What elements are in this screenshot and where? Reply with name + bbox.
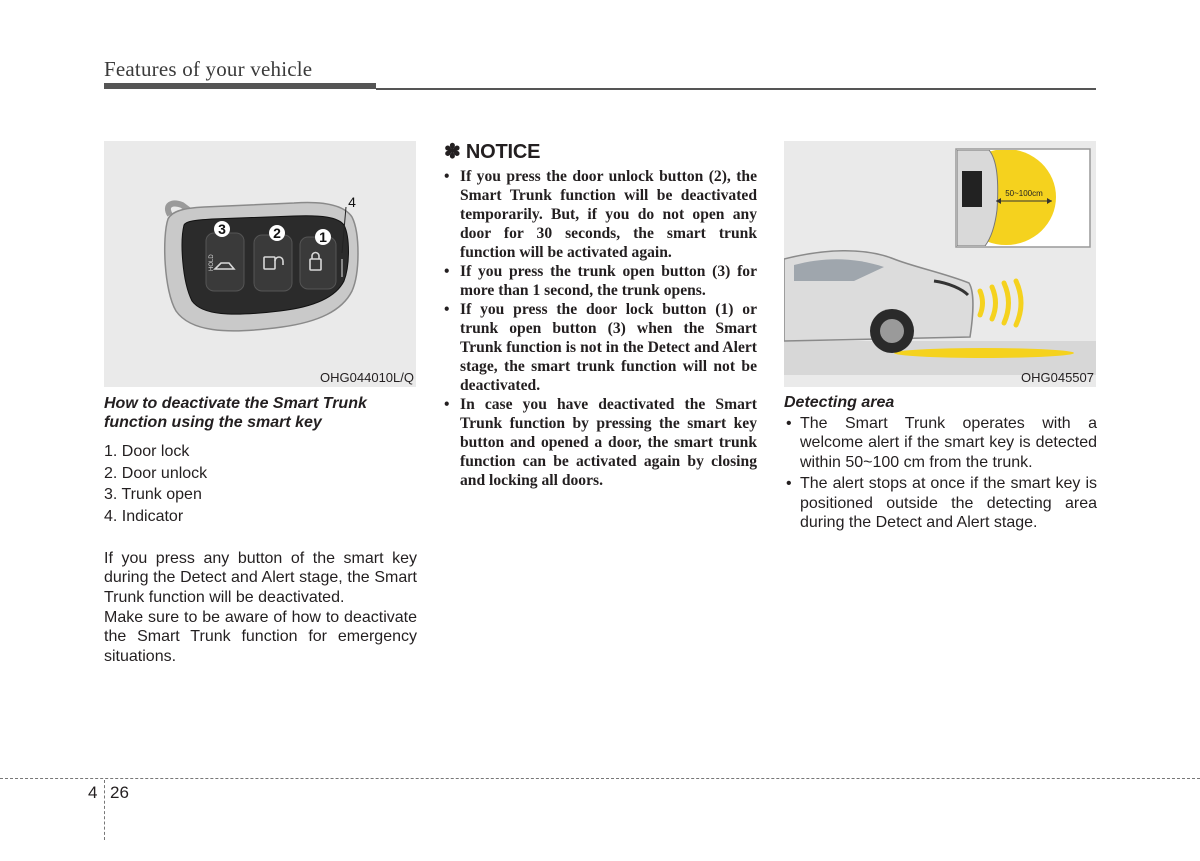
detecting-area-illustration [784, 141, 1096, 387]
notice-item [444, 167, 757, 262]
ground-detection-zone [894, 348, 1074, 358]
notice-item-text: In case you have deactivated the Smart Trunk function by pressing the smart key button and opened a door, the smart trunk function can be activated again by closing and locking all doors. [460, 396, 757, 489]
legend-item: 1. Door lock [104, 443, 190, 460]
notice-item-text: If you press the door unlock button (2), the Smart Trunk function will be deactivated temporarily. But, if you do not open any door for 30 seconds, the smart trunk function will be activated again. [460, 168, 757, 261]
list-item [784, 474, 1097, 532]
smart-key-figure [104, 141, 416, 387]
page-number: 26 [110, 783, 129, 802]
hold-text: HOLD [209, 254, 215, 271]
callout-1: 1 [319, 229, 327, 245]
list-item-text: The Smart Trunk operates with a welcome alert if the smart key is detected within 50~100 cm from the trunk. [800, 415, 1097, 471]
notice-item [444, 300, 757, 395]
header-rule-thin [376, 88, 1096, 90]
notice-item-text: If you press the door lock button (1) or trunk open button (3) when the Smart Trunk function is not in the Detect and Alert stage, the smart trunk function will not be deactivated. [460, 301, 757, 394]
callout-3: 3 [218, 221, 226, 237]
door-lock-button [300, 237, 336, 289]
header-rule-thick [104, 83, 376, 89]
detecting-area-list [784, 414, 1097, 534]
bullet: • [444, 263, 450, 280]
figure-caption: Detecting area [784, 394, 895, 411]
signal-wave-icon [980, 291, 983, 315]
legend-item: 3. Trunk open [104, 486, 202, 504]
callout-4: 4 [348, 194, 356, 210]
callout-2: 2 [273, 225, 281, 241]
section-number: 4 [88, 783, 98, 802]
figure-code: OHG045507 [1021, 370, 1094, 385]
notice-item [444, 262, 757, 300]
door-unlock-button [254, 235, 292, 291]
bullet: • [444, 396, 450, 413]
figure-code: OHG044010L/Q [320, 370, 414, 385]
notice-list [444, 167, 757, 490]
list-item [784, 414, 1097, 472]
legend-list [104, 441, 207, 528]
notice-item [444, 395, 757, 490]
body-paragraph: Make sure to be aware of how to deactivate the Smart Trunk function for emergency situations. [104, 609, 417, 665]
car-hub [880, 319, 904, 343]
inset-tail-light [962, 171, 982, 207]
legend-item: 4. Indicator [104, 508, 184, 526]
figure-caption: How to deactivate the Smart Trunk function using the smart key [104, 395, 367, 431]
range-label: 50~100cm [1005, 189, 1043, 198]
notice-heading: ✽ NOTICE [444, 141, 541, 163]
signal-wave-icon [1004, 283, 1009, 323]
bullet: • [786, 415, 792, 432]
notice-item-text: If you press the trunk open button (3) for more than 1 second, the trunk opens. [460, 263, 757, 299]
footer-rule [0, 778, 1200, 779]
running-header-title: Features of your vehicle [104, 57, 313, 81]
smart-key-illustration [104, 141, 416, 387]
signal-wave-icon [992, 287, 996, 319]
legend-item: 2. Door unlock [104, 464, 208, 482]
signal-wave-icon [1016, 281, 1021, 325]
body-paragraph: If you press any button of the smart key during the Detect and Alert stage, the Smart Trunk function will be deactivated. [104, 550, 417, 606]
bullet: • [444, 301, 450, 318]
footer-divider [104, 780, 105, 840]
list-item-text: The alert stops at once if the smart key is positioned outside the detecting area during the Detect and Alert stage. [800, 475, 1097, 532]
detecting-area-figure [784, 141, 1096, 387]
bullet: • [786, 475, 792, 493]
bullet: • [444, 168, 450, 185]
